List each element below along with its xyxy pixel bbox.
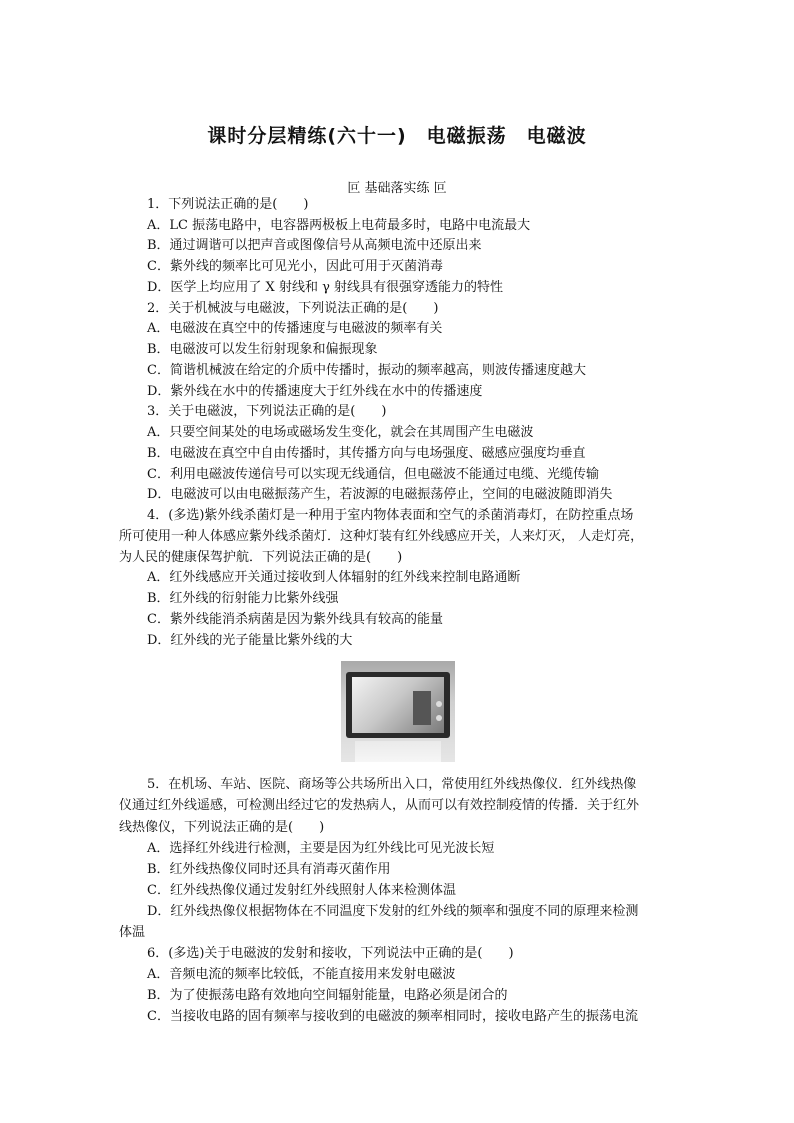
question-6-option-a: A．音频电流的频率比较低，不能直接用来发射电磁波 xyxy=(147,967,456,982)
question-4-option-b: B．红外线的衍射能力比紫外线强 xyxy=(147,591,339,606)
page-title: 课时分层精练(六十一) 电磁振荡 电磁波 xyxy=(207,125,587,147)
question-3-option-a: A．只要空间某处的电场或磁场发生变化，就会在其周围产生电磁波 xyxy=(147,425,534,440)
question-1-option-b: B．通过调谐可以把声音或图像信号从高频电流中还原出来 xyxy=(147,238,482,253)
question-6-option-b: B．为了使振荡电路有效地向空间辐射能量，电路必须是闭合的 xyxy=(147,988,508,1003)
question-6-stem: 6．(多选)关于电磁波的发射和接收，下列说法中正确的是( ) xyxy=(147,946,514,961)
question-4-option-d: D．红外线的光子能量比紫外线的大 xyxy=(147,633,353,648)
question-2-stem: 2．关于机械波与电磁波，下列说法正确的是( ) xyxy=(147,301,439,316)
question-3-option-b: B．电磁波在真空中自由传播时，其传播方向与电场强度、磁感应强度均垂直 xyxy=(147,446,586,461)
sterilizer-lamp-photo xyxy=(341,661,455,762)
question-5-option-d-line-1: D．红外线热像仪根据物体在不同温度下发射的红外线的频率和强度不同的原理来检测 xyxy=(147,904,639,919)
question-4-stem-line-2: 所可使用一种人体感应紫外线杀菌灯．这种灯装有红外线感应开关，人来灯灭， 人走灯亮， xyxy=(119,529,644,544)
question-5-option-b: B．红外线热像仪同时还具有消毒灭菌作用 xyxy=(147,862,391,877)
question-5-stem-line-2: 仪通过红外线遥感，可检测出经过它的发热病人，从而可以有效控制疫情的传播．关于红外 xyxy=(119,798,640,813)
question-3-option-c: C．利用电磁波传递信号可以实现无线通信，但电磁波不能通过电缆、光缆传输 xyxy=(147,467,599,482)
question-1-option-a: A．LC 振荡电路中，电容器两极板上电荷最多时，电路中电流最大 xyxy=(147,218,531,233)
question-3-option-d: D．电磁波可以由电磁振荡产生，若波源的电磁振荡停止，空间的电磁波随即消失 xyxy=(147,487,613,502)
question-2-option-d: D．紫外线在水中的传播速度大于红外线在水中的传播速度 xyxy=(147,384,483,399)
question-2-option-c: C．简谐机械波在给定的介质中传播时，振动的频率越高，则波传播速度越大 xyxy=(147,363,586,378)
question-4-stem-line-3: 为人民的健康保驾护航．下列说法正确的是( ) xyxy=(119,550,403,565)
question-5-option-c: C．红外线热像仪通过发射红外线照射人体来检测体温 xyxy=(147,883,456,898)
question-3-stem: 3．关于电磁波，下列说法正确的是( ) xyxy=(147,404,387,419)
question-6-option-c: C．当接收电路的固有频率与接收到的电磁波的频率相同时，接收电路产生的振荡电流 xyxy=(147,1009,638,1024)
section-heading: 叵 基础落实练 叵 xyxy=(347,181,447,196)
question-4-stem-line-1: 4．(多选)紫外线杀菌灯是一种用于室内物体表面和空气的杀菌消毒灯，在防控重点场 xyxy=(147,508,634,523)
question-5-stem-line-3: 线热像仪，下列说法正确的是( ) xyxy=(119,820,325,835)
question-5-option-d-line-2: 体温 xyxy=(119,925,146,940)
question-2-option-b: B．电磁波可以发生衍射现象和偏振现象 xyxy=(147,342,378,357)
question-1-option-c: C．紫外线的频率比可见光小，因此可用于灭菌消毒 xyxy=(147,259,443,274)
question-1-stem: 1．下列说法正确的是( ) xyxy=(147,197,309,212)
question-2-option-a: A．电磁波在真空中的传播速度与电磁波的频率有关 xyxy=(147,321,443,336)
question-4-option-a: A．红外线感应开关通过接收到人体辐射的红外线来控制电路通断 xyxy=(147,570,521,585)
question-1-option-d: D．医学上均应用了 X 射线和 γ 射线具有很强穿透能力的特性 xyxy=(147,280,503,295)
question-5-option-a: A．选择红外线进行检测，主要是因为红外线比可见光波长短 xyxy=(147,841,495,856)
question-5-stem-line-1: 5．在机场、车站、医院、商场等公共场所出入口，常使用红外线热像仪．红外线热像 xyxy=(147,777,637,792)
question-4-option-c: C．紫外线能消杀病菌是因为紫外线具有较高的能量 xyxy=(147,612,443,627)
